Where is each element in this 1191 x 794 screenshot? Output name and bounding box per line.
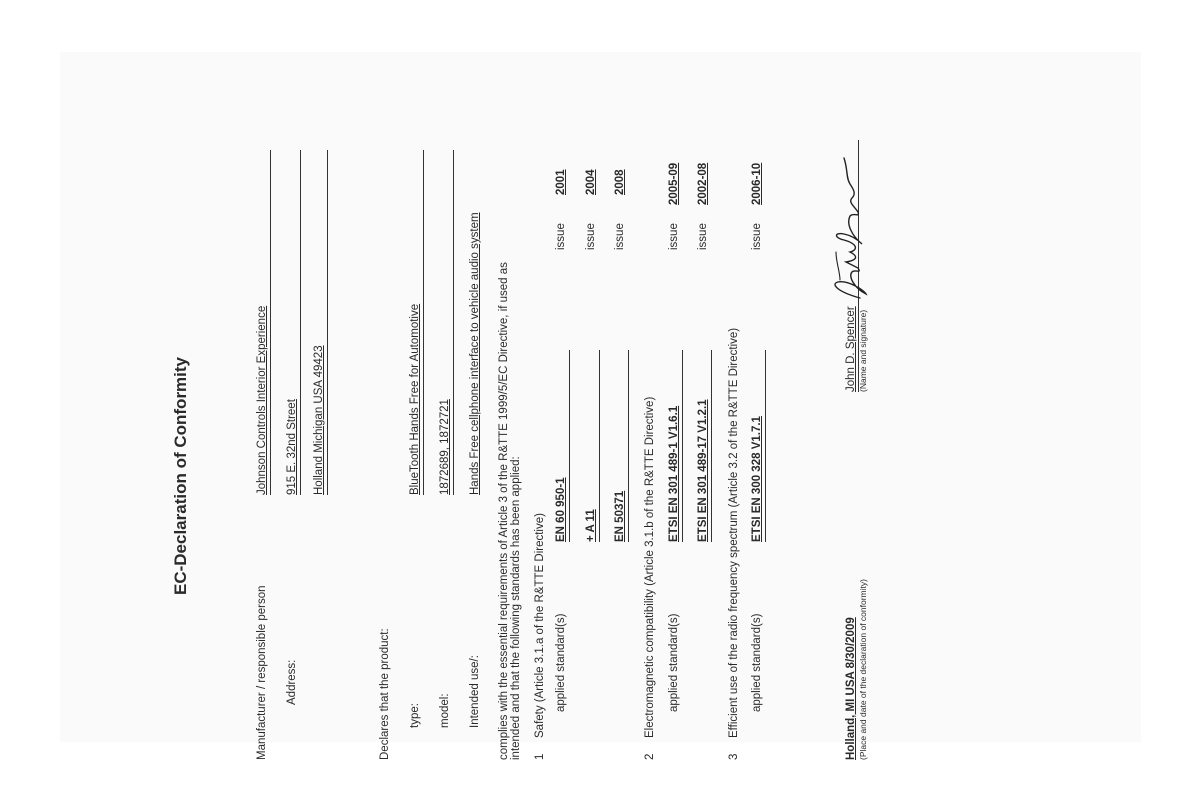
manufacturer-label: Manufacturer / responsible person xyxy=(256,585,268,760)
section-1-standard-3: EN 50371 xyxy=(614,490,626,542)
address-line2: Holland Michigan USA 49423 xyxy=(313,345,325,495)
section-3-issue-1: issue xyxy=(751,223,763,250)
place-date-caption: (Place and date of the declaration of conformity) xyxy=(858,579,868,760)
section-3-standard-1: ETSI EN 300 328 V1.7.1 xyxy=(751,416,763,542)
section-2-applied-label: applied standard(s) xyxy=(668,613,680,712)
document-title: EC-Declaration of Conformity xyxy=(171,356,190,595)
section-1-standard-2: + A 11 xyxy=(585,509,597,542)
section-3-year-1: 2006-10 xyxy=(751,162,763,205)
intended-value: Hands Free cellphone interface to vehicle audio system xyxy=(469,212,481,495)
section-1-year-2: 2004 xyxy=(585,169,597,195)
section-2-number: 2 xyxy=(644,753,656,760)
declaration-document xyxy=(152,120,972,760)
section-1-issue-2: issue xyxy=(585,223,597,250)
model-rule xyxy=(453,150,454,495)
address-line1: 915 E. 32nd Street xyxy=(286,399,298,495)
complies-line2: intended and that the following standards has been applied: xyxy=(510,456,522,760)
section-3-standard-1-rule xyxy=(765,350,766,542)
section-1-issue-1: issue xyxy=(555,223,567,250)
section-3-applied-label: applied standard(s) xyxy=(751,613,763,712)
handwritten-signature xyxy=(824,152,872,302)
type-rule xyxy=(423,150,424,495)
section-2-issue-2: issue xyxy=(697,223,709,250)
section-1-standard-1: EN 60 950-1 xyxy=(555,477,567,542)
section-1-year-3: 2008 xyxy=(614,169,626,195)
address-line1-rule xyxy=(300,150,301,495)
section-1-year-1: 2001 xyxy=(555,169,567,195)
section-3-heading: Efficient use of the radio frequency spectrum (Article 3.2 of the R&TTE Directive) xyxy=(728,327,740,738)
signer-caption: (Name and signature) xyxy=(858,309,868,392)
section-1-standard-1-rule xyxy=(569,350,570,542)
section-1-heading: Safety (Article 3.1.a of the R&TTE Directive) xyxy=(534,513,546,738)
section-1-standard-2-rule xyxy=(599,350,600,542)
section-1-applied-label: applied standard(s) xyxy=(555,613,567,712)
section-2-issue-1: issue xyxy=(668,223,680,250)
address-label: Address: xyxy=(286,659,298,705)
type-value: BlueTooth Hands Free for Automotive xyxy=(409,303,421,495)
section-2-heading: Electromagnetic compatibility (Article 3.1.b of the R&TTE Directive) xyxy=(644,396,656,738)
complies-line1: complies with the essential requirements of Article 3 of the R&TTE 1999/5/EC Directive, if used as xyxy=(498,262,510,760)
manufacturer-value: Johnson Controls Interior Experience xyxy=(256,305,268,495)
section-1-standard-3-rule xyxy=(628,350,629,542)
section-2-standard-1-rule xyxy=(682,350,683,542)
section-1-number: 1 xyxy=(534,753,546,760)
intended-label: Intended use/: xyxy=(469,655,481,728)
address-line2-rule xyxy=(327,150,328,495)
section-2-standard-1: ETSI EN 301 489-1 V1.6.1 xyxy=(668,405,680,542)
signer-name: John D. Spencer xyxy=(845,306,857,392)
section-2-year-1: 2005-09 xyxy=(668,162,680,205)
manufacturer-line xyxy=(270,150,271,495)
place-date: Holland, MI USA 8/30/2009 xyxy=(845,617,857,760)
type-label: type: xyxy=(409,703,421,728)
section-1-issue-3: issue xyxy=(614,223,626,250)
declares-label: Declares that the product: xyxy=(379,628,391,760)
section-2-standard-2-rule xyxy=(711,350,712,542)
model-value: 1872689, 1872721 xyxy=(439,399,451,495)
section-2-year-2: 2002-08 xyxy=(697,162,709,205)
model-label: model: xyxy=(439,693,451,728)
section-3-number: 3 xyxy=(728,753,740,760)
section-2-standard-2: ETSI EN 301 489-17 V1.2.1 xyxy=(697,399,709,542)
